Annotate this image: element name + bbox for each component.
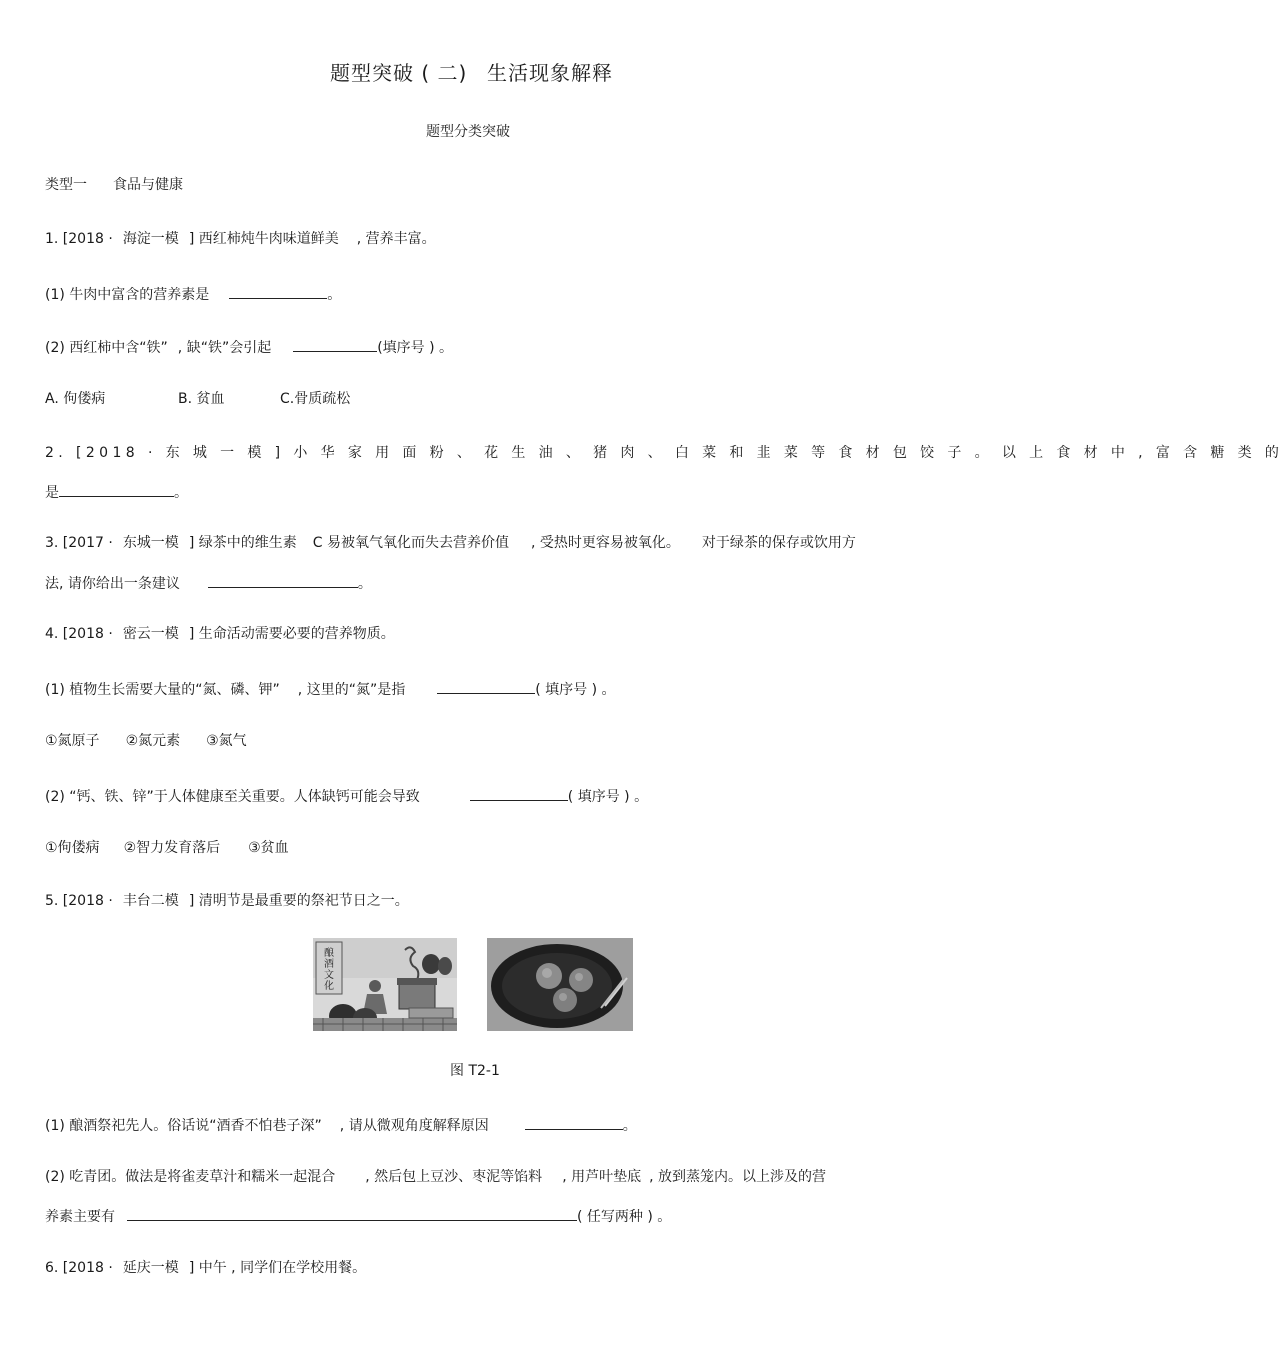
q5-part2-end: ( 任写两种 ) 。 [577,1209,672,1225]
q5-part2-text-b: , 然后包上豆沙、枣泥等馅料 [365,1169,543,1185]
q1-option-c: C.骨质疏松 [280,391,351,407]
wine-title-char-2: 酒 [324,959,334,970]
q6-prefix: 6. [2018 · [45,1260,113,1276]
q3-text2: C 易被氧气氧化而失去营养价值 [312,535,509,551]
q5-part2-line2 [45,1206,671,1226]
page-subtitle: 题型分类突破 [426,124,510,140]
q5-part2-text-c: , 用芦叶垫底 [562,1169,642,1185]
q4-part1 [45,679,615,699]
q2-line2-start: 是 [45,485,59,501]
q4-heading [45,625,395,643]
q4-part2 [45,786,648,806]
q3-prefix: 3. [2017 · [45,535,113,551]
q2-blank[interactable] [59,482,174,497]
wine-title-char-4: 化 [324,981,334,992]
q1-option-a: A. 佝偻病 [45,391,106,407]
q1-text: ] 西红柿炖牛肉味道鲜美 [188,231,339,247]
q4-opt1-a: ①氮原子 [45,733,100,749]
q5-part2-line2-text: 养素主要有 [45,1209,115,1225]
q1-part1 [45,284,341,304]
q5-part1-end: 。 [622,1118,637,1134]
q4-opt2-c: ③贫血 [248,840,289,856]
q4-part1-text-b: , 这里的“氮”是指 [297,682,406,698]
q1-part2-text-b: , 缺“铁”会引起 [177,340,272,356]
wine-title-char-3: 文 [324,970,334,981]
q3-line2-end: 。 [357,576,372,592]
q1-text2: , 营养丰富。 [356,231,436,247]
q1-part2-end: (填序号 ) 。 [377,340,454,356]
q1-part2-blank[interactable] [293,337,377,352]
q5-part2-text: (2) 吃青团。做法是将雀麦草汁和糯米一起混合 [45,1169,336,1185]
q4-part1-end: ( 填序号 ) 。 [535,682,616,698]
q1-part2-text: (2) 西红柿中含“铁” [45,340,168,356]
q5-part2-text-d: , 放到蒸笼内。以上涉及的营 [649,1169,826,1185]
figure-wine-culture-image [313,938,457,1031]
q4-opt1-c: ③氮气 [206,733,247,749]
q1-source: 海淀一模 [122,231,179,247]
q1-part2 [45,337,453,357]
q3-text4: 对于绿茶的保存或饮用方 [701,535,856,551]
q6-source: 延庆一模 [122,1260,179,1276]
page-title-left: 题型突破 ( 二) [330,61,468,85]
q1-option-b: B. 贫血 [178,391,225,407]
q4-options1 [45,732,247,750]
q2-line2-end: 。 [174,485,188,501]
q4-part2-blank[interactable] [470,786,568,801]
q5-source: 丰台二模 [122,893,179,909]
q3-blank[interactable] [208,573,358,588]
q1-part1-text: (1) 牛肉中富含的营养素是 [45,287,210,303]
q3-text3: , 受热时更容易被氧化。 [530,535,680,551]
q3-text: ] 绿茶中的维生素 [188,535,297,551]
wine-title-char-1: 酿 [324,948,334,959]
q4-text: ] 生命活动需要必要的营养物质。 [188,626,395,642]
q5-part1-blank[interactable] [525,1115,623,1130]
q2-line1: 2. [2018 · 东 城 一 模 ] 小 华 家 用 面 粉 、 花 生 油 、 猪 肉 、 白 菜 和 韭 菜 等 食 材 包 饺 子 。 以 上 食 材 中 , 富 含 糖 类 的 [45,445,1283,461]
q4-options2 [45,839,289,857]
wine-culture-illustration [313,938,457,1031]
q2-line2 [45,482,188,502]
q1-part1-end: 。 [327,287,342,303]
q4-part2-text: (2) “钙、铁、锌”于人体健康至关重要。人体缺钙可能会导致 [45,789,420,805]
q3-line1 [45,534,856,552]
q5-part1-text-b: , 请从微观角度解释原因 [339,1118,489,1134]
q4-opt2-a: ①佝偻病 [45,840,100,856]
section-type-label: 类型一 [45,177,87,193]
q5-part2 [45,1168,826,1186]
q5-text: ] 清明节是最重要的祭祀节日之一。 [188,893,409,909]
q4-opt2-b: ②智力发育落后 [123,840,221,856]
figure-caption: 图 T2-1 [450,1063,500,1079]
page-title-right: 生活现象解释 [487,61,613,85]
q4-prefix: 4. [2018 · [45,626,113,642]
q6-heading [45,1259,366,1277]
q4-opt1-b: ②氮元素 [125,733,181,749]
q5-part1-text: (1) 酿酒祭祀先人。俗话说“酒香不怕巷子深” [45,1118,322,1134]
section-type-name: 食品与健康 [113,177,183,193]
q4-part1-blank[interactable] [437,679,535,694]
q4-part2-end: ( 填序号 ) 。 [567,789,649,805]
q1-part1-blank[interactable] [229,284,327,299]
q3-line2 [45,573,372,593]
qingtuan-plate-photo [487,938,633,1031]
q6-text: ] 中午 , 同学们在学校用餐。 [188,1260,367,1276]
q5-part1 [45,1115,637,1135]
q4-source: 密云一模 [122,626,179,642]
q5-heading [45,892,409,910]
q3-line2-text: 法, 请你给出一条建议 [45,576,180,592]
q1-prefix: 1. [2018 · [45,231,113,247]
q1-heading [45,230,436,248]
q3-source: 东城一模 [122,535,179,551]
q5-prefix: 5. [2018 · [45,893,113,909]
q5-part2-blank[interactable] [127,1206,577,1221]
q4-part1-text: (1) 植物生长需要大量的“氮、磷、钾” [45,682,280,698]
figure-qingtuan-image [487,938,633,1031]
